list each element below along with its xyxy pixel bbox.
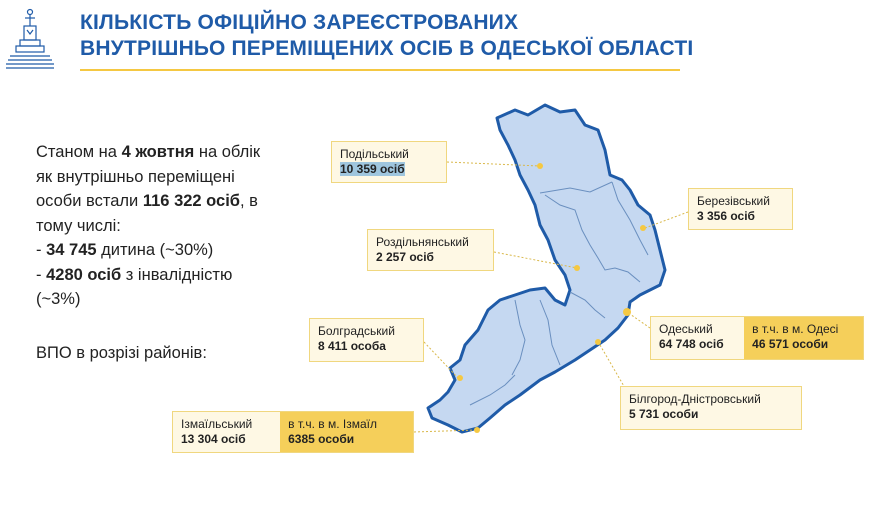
bilhorod-value: 5 731 особи xyxy=(629,407,699,421)
leader-odeskyi xyxy=(627,312,650,328)
intro-line-5: - 34 745 дитина (~30%) xyxy=(36,241,214,259)
label-podilskyi: Подільський 10 359 осіб xyxy=(331,141,447,183)
districts-heading: ВПО в розрізі районів: xyxy=(36,344,207,362)
odeskyi-value: 64 748 осіб xyxy=(659,337,724,351)
podilskyi-value: 10 359 осіб xyxy=(340,162,405,176)
label-rozdilnianskyi: Роздільнянський 2 257 осіб xyxy=(367,229,494,271)
marker-podilskyi xyxy=(537,163,543,169)
marker-izmail xyxy=(474,427,480,433)
rozdilnianskyi-value: 2 257 осіб xyxy=(376,250,434,264)
intro-line-7: (~3%) xyxy=(36,290,81,308)
title-line-1: КІЛЬКІСТЬ ОФІЦІЙНО ЗАРЕЄСТРОВАНИХ xyxy=(80,11,519,34)
label-bilhorod: Білгород-Дністровський 5 731 особи xyxy=(620,386,802,430)
marker-bilhorod xyxy=(595,339,601,345)
title-line-2: ВНУТРІШНЬО ПЕРЕМІЩЕНИХ ОСІБ В ОДЕСЬКОЇ ОБЛАСТІ xyxy=(80,37,694,60)
izmail-city-value: 6385 особи xyxy=(288,432,355,446)
label-berezivskyi: Березівський 3 356 осіб xyxy=(688,188,793,230)
marker-bolhrad xyxy=(457,375,463,381)
odesa-city-value: 46 571 особи xyxy=(752,337,829,351)
intro-line-2: як внутрішньо переміщені xyxy=(36,167,235,186)
intro-line-6: - 4280 осіб з інвалідністю xyxy=(36,265,233,284)
label-bolhradskyi: Болградський 8 411 особа xyxy=(309,318,424,362)
izmailskyi-value: 13 304 осіб xyxy=(181,432,246,446)
berezivskyi-value: 3 356 осіб xyxy=(697,209,755,223)
marker-berezivskyi xyxy=(640,225,646,231)
marker-odeskyi xyxy=(623,308,631,316)
intro-line-3: особи встали 116 322 осіб, в xyxy=(36,192,258,210)
leader-bilhorod xyxy=(600,345,625,388)
label-izmailskyi: Ізмаїльський 13 304 осіб в т.ч. в м. Ізмаїл 6385 особи xyxy=(172,411,414,453)
label-odeskyi: Одеський 64 748 осіб в т.ч. в м. Одесі 46 571 особи xyxy=(650,316,864,360)
intro-line-1: Станом на 4 жовтня на облік xyxy=(36,143,261,161)
intro-line-4: тому числі: xyxy=(36,216,121,235)
marker-rozdilna xyxy=(574,265,580,271)
bolhradskyi-value: 8 411 особа xyxy=(318,339,386,353)
